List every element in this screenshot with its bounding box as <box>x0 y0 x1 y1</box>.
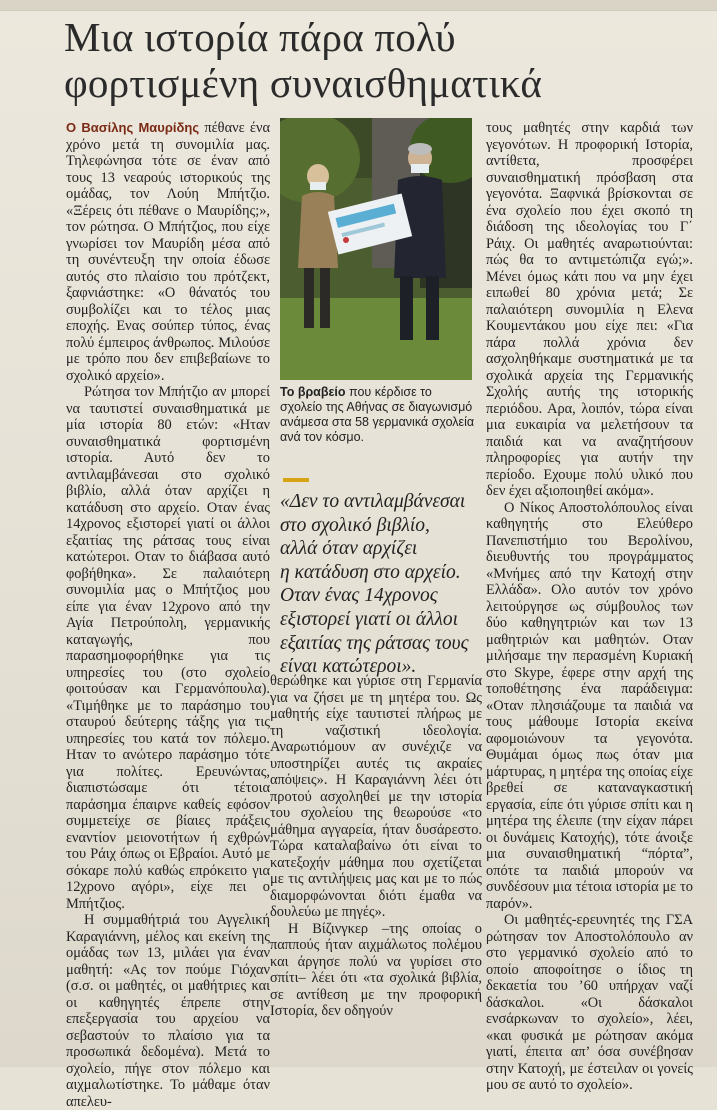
article-column-2 <box>270 673 482 1020</box>
photo-illustration <box>280 118 472 380</box>
pullquote-accent-bar <box>283 478 309 482</box>
pullquote-line: εξιστορεί γιατί οι άλλοι <box>280 608 459 630</box>
headline-line: φορτισμένη συναισθηματικά <box>64 60 543 106</box>
article-column-1 <box>66 120 270 1110</box>
pullquote-line: στο σχολικό βιβλίο, <box>280 514 430 536</box>
headline <box>64 14 684 106</box>
article-column-3 <box>486 120 693 1094</box>
pullquote <box>280 490 478 679</box>
pullquote-line: αλλά όταν αρχίζει <box>280 538 418 560</box>
pullquote-line: είναι κατώτεροι». <box>280 656 417 678</box>
caption-lead: Το βραβείο <box>280 385 346 399</box>
top-strip <box>0 0 717 11</box>
paragraph: τους μαθητές στην καρδιά των γεγονότων. Η προφορική Ιστορία, αντίθετα, προσφέρει συναισθηματική πρόσβαση στα γεγονότα. Ξαφνικά βρίσκονται σε ένα σχολείο που έχει σκοπό τη διάδοση της ιδεολογίας του Γ΄ Ράιχ. Οι μαθητές αναρωτιούνται: πώς θα το αντιμετώπιζα εγώ;». Μένει όμως κάτι που να μην έχει ειπωθεί 80 χρόνια μετά; Σε παλαιότερη συνομιλία η Ελενα Κουμεντάκου μου είχε πει: «Για πάρα πολλά χρόνια δεν ασχοληθήκαμε συστηματικά με τα σχολικά αρχεία της Γερμανικής Σχολής αυτής της ιστορικής περιόδου. Αρα, λοιπόν, τώρα είναι μια ευκαιρία να μελετήσουν τα παιδιά και να αναζητήσουν πληροφορίες για αυτήν την περίοδο. Εχουμε πολύ υλικό που δεν έχει αξιοποιηθεί ακόμα». <box>486 120 693 499</box>
pullquote-line: εξαιτίας της ράτσας τους <box>280 632 469 654</box>
paragraph: Η Βίζινγκερ –της οποίας ο παππούς ήταν αιχμάλωτος πολέμου και άργησε πολύ να γυρίσει στο σπίτι– λέει ότι «τα σχολικά βιβλία, σε αντίθεση με την προφορική Ιστορία, δεν οδηγούν <box>270 920 482 1019</box>
paragraph: Η συμμαθήτριά του Αγγελική Καραγιάννη, μέλος και εκείνη της ομάδας των 13, μιλάει για έναν μαθητή: «Ας τον πούμε Γιόχαν (σ.σ. οι μαθητές, οι μαθήτριες και οι καθηγητές έπρεπε στην επεξεργασία του αρχείου να σεβαστούν το πλαίσιο για τα προσωπικά δεδομένα). Μετά το σχολείο, πήγε στον πόλεμο και αιχμαλωτίστηκε. Το μάθαμε όταν απελευ- <box>66 912 270 1110</box>
pullquote-line: Οταν ένας 14χρονος <box>280 585 438 607</box>
photo-caption: Το βραβείο που κέρδισε το σχολείο της Αθήνας σε διαγωνισμό ανάμεσα στα 58 γερμανικά σχολεία ανά τον κόσμο. <box>280 385 475 444</box>
headline-line: Μια ιστορία πάρα πολύ <box>64 14 456 60</box>
award-photo <box>280 118 472 380</box>
lead-name: Ο Βασίλης Μαυρίδης <box>66 120 200 135</box>
paragraph: Ρώτησα τον Μπήτζιο αν μπορεί να ταυτιστεί συναισθηματικά με μία ιστορία 80 ετών: «Ηταν συναισθηματικά φορτισμένη ιστορία. Αυτό δεν το αντιλαμβάνεσαι στο σχολικό βιβλίο, αλλά όταν αρχίζει η κατάδυση στο αρχείο. Οταν ένας 14χρονος εξιστορεί γιατί οι άλλοι εξαιτίας της ράτσας τους είναι κατώτεροι. Οταν το διάβασα αυτό φοβήθηκα». Σε παλαιότερη συνομιλία μας ο Μπήτζιος μου είπε για έναν 12χρονο από την Αγία Πετρούπολη, γερμανικής καταγωγής, που παρασημοφορήθηκε για τις υπηρεσίες του (στο σχολείο φοιτούσαν και Γερμανόπουλα). «Τιμήθηκε με το παράσημο του σταυρού δεύτερης τάξης για τις υπηρεσίες του κατά τον πόλεμο. Ηταν το ανώτερο παράσημο τότε για πολίτες. Ερευνώντας, διαπιστώσαμε ότι τέτοια παράσημα έπαιρνε καθείς εφόσον συμμετείχε σε βίαιες πράξεις εναντίον μειονοτήτων ή εχθρών του Ράιχ όπως οι Εβραίοι. Αυτό με σόκαρε πολύ καθώς επρόκειτο για 12χρονο αγόρι», είχε πει ο Μπήτζιος. <box>66 384 270 912</box>
pullquote-line: η κατάδυση στο αρχείο. <box>280 561 461 583</box>
paragraph: θερώθηκε και γύρισε στη Γερμανία για να ζήσει με τη μητέρα του. Ως μαθητής είχε ταυτιστεί πλήρως με τη ναζιστική ιδεολογία. Αναρωτιόμουν αν συνέχιζε να υποστηρίζει αυτές τις ακραίες απόψεις». Η Καραγιάννη λέει ότι προτού ασχοληθεί με την ιστορία του σχολείου της θεωρούσε «το μάθημα αγγαρεία, ήταν δυσάρεστο. Τώρα καταλαβαίνω ότι είναι το κατεξοχήν μάθημα που σχετίζεται με τις αντιλήψεις μας και με το πώς διαμορφώνονται διότι έμαθα να δουλεύω με πηγές». <box>270 673 482 920</box>
pullquote-line: «Δεν το αντιλαμβάνεσαι <box>280 491 466 512</box>
paragraph: Οι μαθητές-ερευνητές της ΓΣΑ ρώτησαν τον Αποστολόπουλο αν στο γερμανικό σχολείο από το οποίο αποφοίτησε ο ίδιος τη δεκαετία του ’60 υπήρχαν ναζί δάσκαλοι. «Οι δάσκαλοι ενσάρκωναν το σχολείο», λέει, «και φυσικά με ρώτησαν ακόμα γιατί, έπειτα απ’ όσα συνέβησαν στην Κατοχή, με έστειλαν οι γονείς μου σε αυτό το σχολείο». <box>486 912 693 1093</box>
paragraph: Ο Βασίλης Μαυρίδης πέθανε ένα χρόνο μετά τη συνομιλία μας. Τηλεφώνησα τότε σε έναν από τους 13 νεαρούς ιστορικούς της ομάδας, τον Λούη Μπήτζιο. «Ξέρεις ότι πέθανε ο Μαυρίδης;», τον ρώτησα. Ο Μπήτζιος, που είχε γνωρίσει τον Μαυρίδη μέσα από τη συνέντευξη την οποία έδωσε αυτός στο πλαίσιο του πρότζεκτ, ξαφνιάστηκε: «Ο θάνατός του συμβολίζει και το τέλος μιας εποχής. Ενας σούπερ τύπος, ένας πολύ έμπειρος άνθρωπος. Μιλούσε με τρόπο που δεν επιβεβαίωνε το σχολικό αρχείο». <box>66 120 271 384</box>
paragraph: Ο Νίκος Αποστολόπουλος είναι καθηγητής στο Ελεύθερο Πανεπιστήμιο του Βερολίνου, διευθυντής του προγράμματος «Μνήμες από την Κατοχή στην Ελλάδα». Ολο αυτόν τον χρόνο λειτούργησε ως σύμβουλος των δύο καθηγητριών και των 13 μαθητριών και μαθητών. Οταν μιλήσαμε την περασμένη Κυριακή στο Skype, έφερε στην αρχή της τοποθέτησης ένα παράδειγμα: «Οταν πλησιάζουμε τα παιδιά να τους μάθουμε Ιστορία εκείνα αφομοιώνουν τα γεγονότα. Θυμάμαι όμως πως όταν μια μάρτυρας, η μητέρα της οποίας είχε βρεθεί σε καταναγκαστική εργασία, είπε ότι γύρισε σπίτι και η μητέρα της έλειπε (την είχαν πάρει οι δυνάμεις Κατοχής), τότε άνοιξε μια συναισθηματική “πόρτα”, οπότε τα παιδιά μπορούν να συνδέσουν μια τέτοια ιστορία με το παρόν». <box>486 499 693 912</box>
